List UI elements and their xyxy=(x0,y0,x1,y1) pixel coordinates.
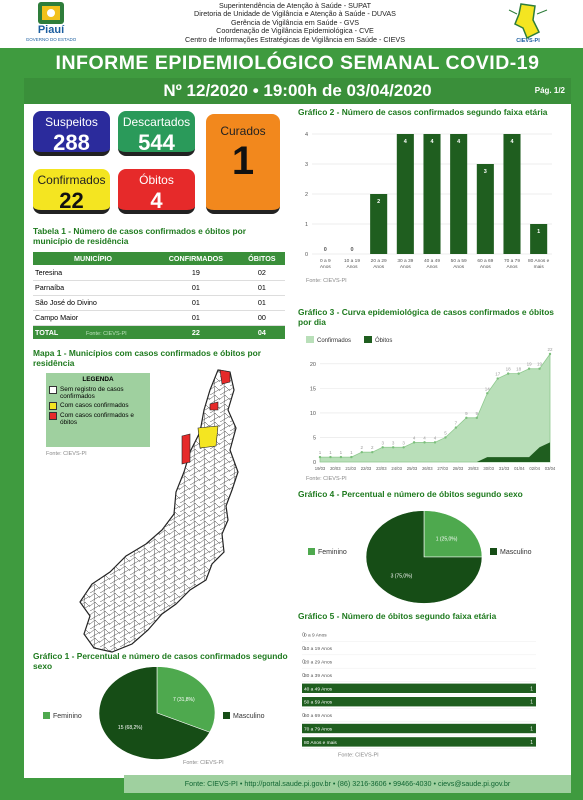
y-tick-label: 4 xyxy=(304,132,308,138)
data-point xyxy=(538,368,540,370)
data-point xyxy=(549,353,551,355)
data-point xyxy=(476,417,478,419)
data-label: 1 xyxy=(530,739,533,746)
y-tick-label: 70 a 79 Anos xyxy=(304,727,333,733)
bar xyxy=(450,134,467,254)
data-point xyxy=(329,456,331,458)
data-point xyxy=(413,441,415,443)
data-label: 3 xyxy=(402,440,405,446)
bar xyxy=(397,134,414,254)
legend-title: LEGENDA xyxy=(82,376,114,383)
table-cell: Campo Maior xyxy=(35,313,79,322)
slice-label: 3 (75,0%) xyxy=(390,573,413,580)
x-tick-label: mais xyxy=(533,265,544,270)
chart2-bars xyxy=(298,130,558,290)
data-label: 2 xyxy=(360,445,364,451)
card-label: Descartados xyxy=(122,115,191,129)
x-tick-label: Anos xyxy=(346,265,358,270)
y-tick-label: 80 Anos e mais xyxy=(304,740,337,746)
x-tick-label: 29/03 xyxy=(468,466,479,471)
table-cell: São José do Divino xyxy=(35,298,97,307)
col-municipio: MUNICÍPIO xyxy=(74,254,112,263)
data-label: 0 xyxy=(302,659,305,666)
data-point xyxy=(434,441,436,443)
total-label: TOTAL xyxy=(35,327,59,337)
data-point xyxy=(361,451,363,453)
x-tick-label: Anos xyxy=(506,265,518,270)
header xyxy=(0,0,583,48)
data-label: 7 xyxy=(454,420,458,426)
data-label: 17 xyxy=(495,371,501,377)
x-tick-label: 50 a 59 xyxy=(450,259,467,264)
header-line: Superintendência de Atenção à Saúde - SUPAT xyxy=(219,1,371,10)
data-label: 18 xyxy=(516,366,522,372)
data-point xyxy=(319,456,321,458)
x-tick-label: 0 a 9 xyxy=(319,259,331,264)
x-tick-label: Anos xyxy=(426,265,438,270)
x-tick-label: 30 a 39 xyxy=(397,259,414,264)
data-label: 0 xyxy=(302,672,305,679)
x-tick-label: 25/03 xyxy=(406,466,418,471)
table-row xyxy=(33,310,285,325)
y-tick-label: 15 xyxy=(309,386,316,393)
data-point xyxy=(444,436,446,438)
card-label: Curados xyxy=(220,124,266,138)
chart-source: Fonte: CIEVS-PI xyxy=(338,752,379,759)
data-label: 1 xyxy=(530,699,533,706)
slice-label: 15 (68,2%) xyxy=(117,725,143,732)
x-tick-label: 20/03 xyxy=(330,466,341,471)
card-suspeitos xyxy=(33,111,110,156)
legend-label: Feminino xyxy=(53,713,82,720)
data-label: 9 xyxy=(465,410,468,416)
chart3-title: Gráfico 3 - Curva epidemiológica de casos confirmados e óbitos por dia xyxy=(298,307,554,327)
slice-label: 7 (31,8%) xyxy=(172,696,195,703)
x-tick-label: 10 a 19 xyxy=(343,259,361,264)
data-point xyxy=(371,451,373,453)
header-line: Coordenação de Vigilância Epidemiológica - CVE xyxy=(216,26,374,36)
data-point xyxy=(350,456,352,458)
legend-label: Com casos confirmados xyxy=(60,402,129,409)
cases-table xyxy=(33,252,285,339)
x-tick-label: 80 Anos e xyxy=(527,259,550,264)
data-label: 0 xyxy=(350,247,354,253)
header-lines xyxy=(130,2,460,44)
legend-swatch xyxy=(306,336,314,343)
y-tick-label: 10 a 19 Anos xyxy=(304,647,333,653)
page-number: Pág. 1/2 xyxy=(534,86,565,95)
chart4-pie xyxy=(298,502,558,607)
card-value: 288 xyxy=(53,130,90,155)
report-title: INFORME EPIDEMIOLÓGICO SEMANAL COVID-19 xyxy=(55,52,540,74)
card-value: 1 xyxy=(231,139,255,183)
data-point xyxy=(340,456,342,458)
table-cell: 01 xyxy=(257,298,266,307)
y-tick-label: 0 a 9 Anos xyxy=(304,633,327,639)
chart5-title: Gráfico 5 - Número de óbitos segundo faixa etária xyxy=(298,611,497,621)
data-label: 5 xyxy=(444,430,447,436)
legend-label: Masculino xyxy=(500,549,532,556)
data-label: 4 xyxy=(430,139,434,145)
y-tick-label: 0 xyxy=(304,252,308,258)
chart1-pie xyxy=(33,667,288,767)
x-tick-label: Anos xyxy=(453,265,465,270)
data-point xyxy=(528,368,530,370)
data-label: 18 xyxy=(505,366,511,372)
card-confirmados xyxy=(33,169,110,214)
x-tick-label: 21/03 xyxy=(345,466,356,471)
data-label: 4 xyxy=(403,139,407,145)
data-label: 1 xyxy=(350,450,353,456)
data-label: 1 xyxy=(530,726,533,733)
x-tick-label: 02/04 xyxy=(529,466,540,471)
x-tick-label: 22/03 xyxy=(360,466,372,471)
card-curados xyxy=(206,114,280,214)
x-tick-label: 24/03 xyxy=(391,466,402,471)
map1-title: Mapa 1 - Municípios com casos confirmados e óbitos por residência xyxy=(33,348,262,368)
municipalities-mesh xyxy=(80,370,238,652)
data-label: 1 xyxy=(329,450,332,456)
legend-label: Masculino xyxy=(233,713,265,720)
table-cell: Teresina xyxy=(35,267,63,277)
table-row xyxy=(33,295,285,310)
x-tick-label: 19/03 xyxy=(314,466,326,471)
piaui-map xyxy=(50,368,290,658)
campo-maior-region xyxy=(198,426,218,448)
total-obitos: 04 xyxy=(257,327,266,337)
data-point xyxy=(465,417,467,419)
table-cell: 01 xyxy=(191,283,200,292)
x-tick-label: 70 a 79 xyxy=(503,259,521,264)
data-label: 2 xyxy=(377,199,381,205)
x-tick-label: Anos xyxy=(399,265,411,270)
y-tick-label: 5 xyxy=(312,435,316,442)
data-point xyxy=(486,392,488,394)
brand-subtitle: GOVERNO DO ESTADO xyxy=(25,37,77,42)
x-tick-label: 30/03 xyxy=(483,466,494,471)
chart-source: Fonte: CIEVS-PI xyxy=(306,476,347,482)
parnaiba-region xyxy=(220,370,230,384)
data-label: 3 xyxy=(391,440,395,446)
teresina-region xyxy=(182,434,190,464)
table-cell: 00 xyxy=(257,313,266,322)
card-label: Óbitos xyxy=(139,173,174,187)
x-tick-label: 40 a 49 xyxy=(423,259,441,264)
legend-swatch xyxy=(364,336,372,343)
y-tick-label: 2 xyxy=(304,192,308,198)
pie-slice xyxy=(424,511,482,557)
data-label: 1 xyxy=(318,450,322,456)
table-row xyxy=(33,265,285,280)
data-label: 1 xyxy=(530,686,533,693)
chart-source: Fonte: CIEVS-PI xyxy=(183,760,224,766)
x-tick-label: Anos xyxy=(373,265,385,270)
y-tick-label: 20 a 29 Anos xyxy=(304,660,333,666)
bar xyxy=(503,134,520,254)
header-line: Diretoria de Unidade de Vigilância e Atenção à Saúde - DUVAS xyxy=(194,9,396,19)
legend-label: Confirmados xyxy=(317,338,352,344)
y-tick-label: 60 a 69 Anos xyxy=(304,714,333,720)
data-label: 14 xyxy=(484,386,490,392)
data-label: 3 xyxy=(381,440,384,446)
card-descartados xyxy=(118,111,195,156)
brand-name: Piauí xyxy=(37,24,65,36)
data-point xyxy=(497,377,499,379)
legend-label: Com casos confirmados e óbitos xyxy=(60,412,134,426)
y-tick-label: 3 xyxy=(304,162,308,168)
col-confirmados: CONFIRMADOS xyxy=(168,254,224,263)
legend-label: Óbitos xyxy=(375,338,393,344)
data-point xyxy=(382,446,384,448)
y-tick-label: 0 xyxy=(312,460,316,466)
x-tick-label: Anos xyxy=(479,265,491,270)
data-label: 3 xyxy=(483,169,487,175)
data-point xyxy=(517,372,519,374)
chart2-title: Gráfico 2 - Número de casos confirmados segundo faixa etária xyxy=(298,107,548,117)
data-label: 19 xyxy=(526,361,532,367)
legend-swatch xyxy=(43,712,50,719)
bar xyxy=(302,737,536,746)
table-cell: Parnaíba xyxy=(35,283,65,292)
table1-title: Tabela 1 - Número de casos confirmados e óbitos por município de residência xyxy=(33,226,246,246)
data-label: 4 xyxy=(412,435,416,441)
cievs-label: CIEVS-PI xyxy=(516,38,540,44)
y-tick-label: 40 a 49 Anos xyxy=(304,687,333,693)
card-value: 4 xyxy=(150,188,163,213)
x-tick-label: 28/03 xyxy=(452,466,464,471)
bar xyxy=(423,134,440,254)
table-cell: 01 xyxy=(191,313,200,322)
x-tick-label: 27/03 xyxy=(437,466,448,471)
x-tick-label: 31/03 xyxy=(498,466,510,471)
data-label: 2 xyxy=(371,445,374,451)
header-line: Centro de Informações Estratégicas de Vigilância em Saúde - CIEVS xyxy=(185,34,405,44)
x-tick-label: 01/04 xyxy=(514,466,525,471)
card-label: Confirmados xyxy=(37,173,106,187)
x-tick-label: 26/03 xyxy=(422,466,433,471)
bar xyxy=(302,684,536,693)
table-cell: 02 xyxy=(257,267,266,277)
data-point xyxy=(392,446,394,448)
x-tick-label: 23/03 xyxy=(376,466,387,471)
bar xyxy=(302,724,536,733)
total-confirmados: 22 xyxy=(191,327,200,337)
data-label: 22 xyxy=(547,347,553,352)
legend-swatch xyxy=(308,548,315,555)
header-line: Gerência de Vigilância em Saúde - GVS xyxy=(230,17,360,27)
card-label: Suspeitos xyxy=(45,115,98,129)
data-label: 4 xyxy=(423,435,426,441)
chart1-title: Gráfico 1 - Percentual e número de casos confirmados segundo sexo xyxy=(33,651,288,671)
legend-label: Feminino xyxy=(318,549,347,556)
y-tick-label: 10 xyxy=(309,410,316,417)
data-label: 1 xyxy=(537,229,541,235)
legend-swatch xyxy=(490,548,497,555)
map1-source: Fonte: CIEVS-PI xyxy=(46,451,87,457)
data-label: 0 xyxy=(302,632,305,639)
data-label: 4 xyxy=(510,139,514,145)
data-point xyxy=(423,441,425,443)
bar xyxy=(302,697,536,706)
table-row xyxy=(33,280,285,295)
data-label: 1 xyxy=(339,450,343,456)
data-label: 4 xyxy=(433,435,437,441)
table-cell: 01 xyxy=(257,283,266,292)
legend-label: Sem registro de casos confirmados xyxy=(60,386,124,400)
chart4-title: Gráfico 4 - Percentual e número de óbitos segundo sexo xyxy=(298,489,523,499)
table1-source: Fonte: CIEVS-PI xyxy=(86,331,127,337)
slice-label: 1 (25,0%) xyxy=(435,536,458,543)
report-subtitle: Nº 12/2020 • 19:00h de 03/04/2020 xyxy=(24,78,571,104)
data-label: 0 xyxy=(323,247,327,253)
table-cell: 19 xyxy=(191,267,200,277)
card-value: 544 xyxy=(138,130,175,155)
x-tick-label: 20 a 29 xyxy=(370,259,387,264)
y-tick-label: 1 xyxy=(304,222,308,228)
data-point xyxy=(507,372,509,374)
table-cell: 01 xyxy=(191,298,200,307)
x-tick-label: 60 a 69 xyxy=(477,259,494,264)
y-tick-label: 20 xyxy=(309,361,316,368)
chart3-curve xyxy=(298,332,558,486)
data-label: 0 xyxy=(302,713,305,720)
footer: Fonte: CIEVS-PI • http://portal.saude.pi.gov.br • (86) 3216-3606 • 99466-4030 • cievs@saude.pi.gov.br xyxy=(124,775,571,793)
data-label: 9 xyxy=(475,410,479,416)
card-obitos xyxy=(118,169,195,214)
chart5-bars xyxy=(298,624,558,772)
data-label: 19 xyxy=(537,361,543,367)
legend-swatch xyxy=(223,712,230,719)
data-label: 0 xyxy=(302,646,305,653)
card-value: 22 xyxy=(59,188,84,213)
y-tick-label: 30 a 39 Anos xyxy=(304,673,333,679)
data-point xyxy=(455,426,457,428)
data-point xyxy=(402,446,404,448)
x-tick-label: Anos xyxy=(319,265,331,270)
data-label: 4 xyxy=(457,139,461,145)
x-tick-label: 03/04 xyxy=(544,466,556,471)
y-tick-label: 50 a 59 Anos xyxy=(304,700,333,706)
chart-source: Fonte: CIEVS-PI xyxy=(306,278,347,284)
bar xyxy=(477,164,494,254)
col-obitos: ÓBITOS xyxy=(248,254,276,263)
